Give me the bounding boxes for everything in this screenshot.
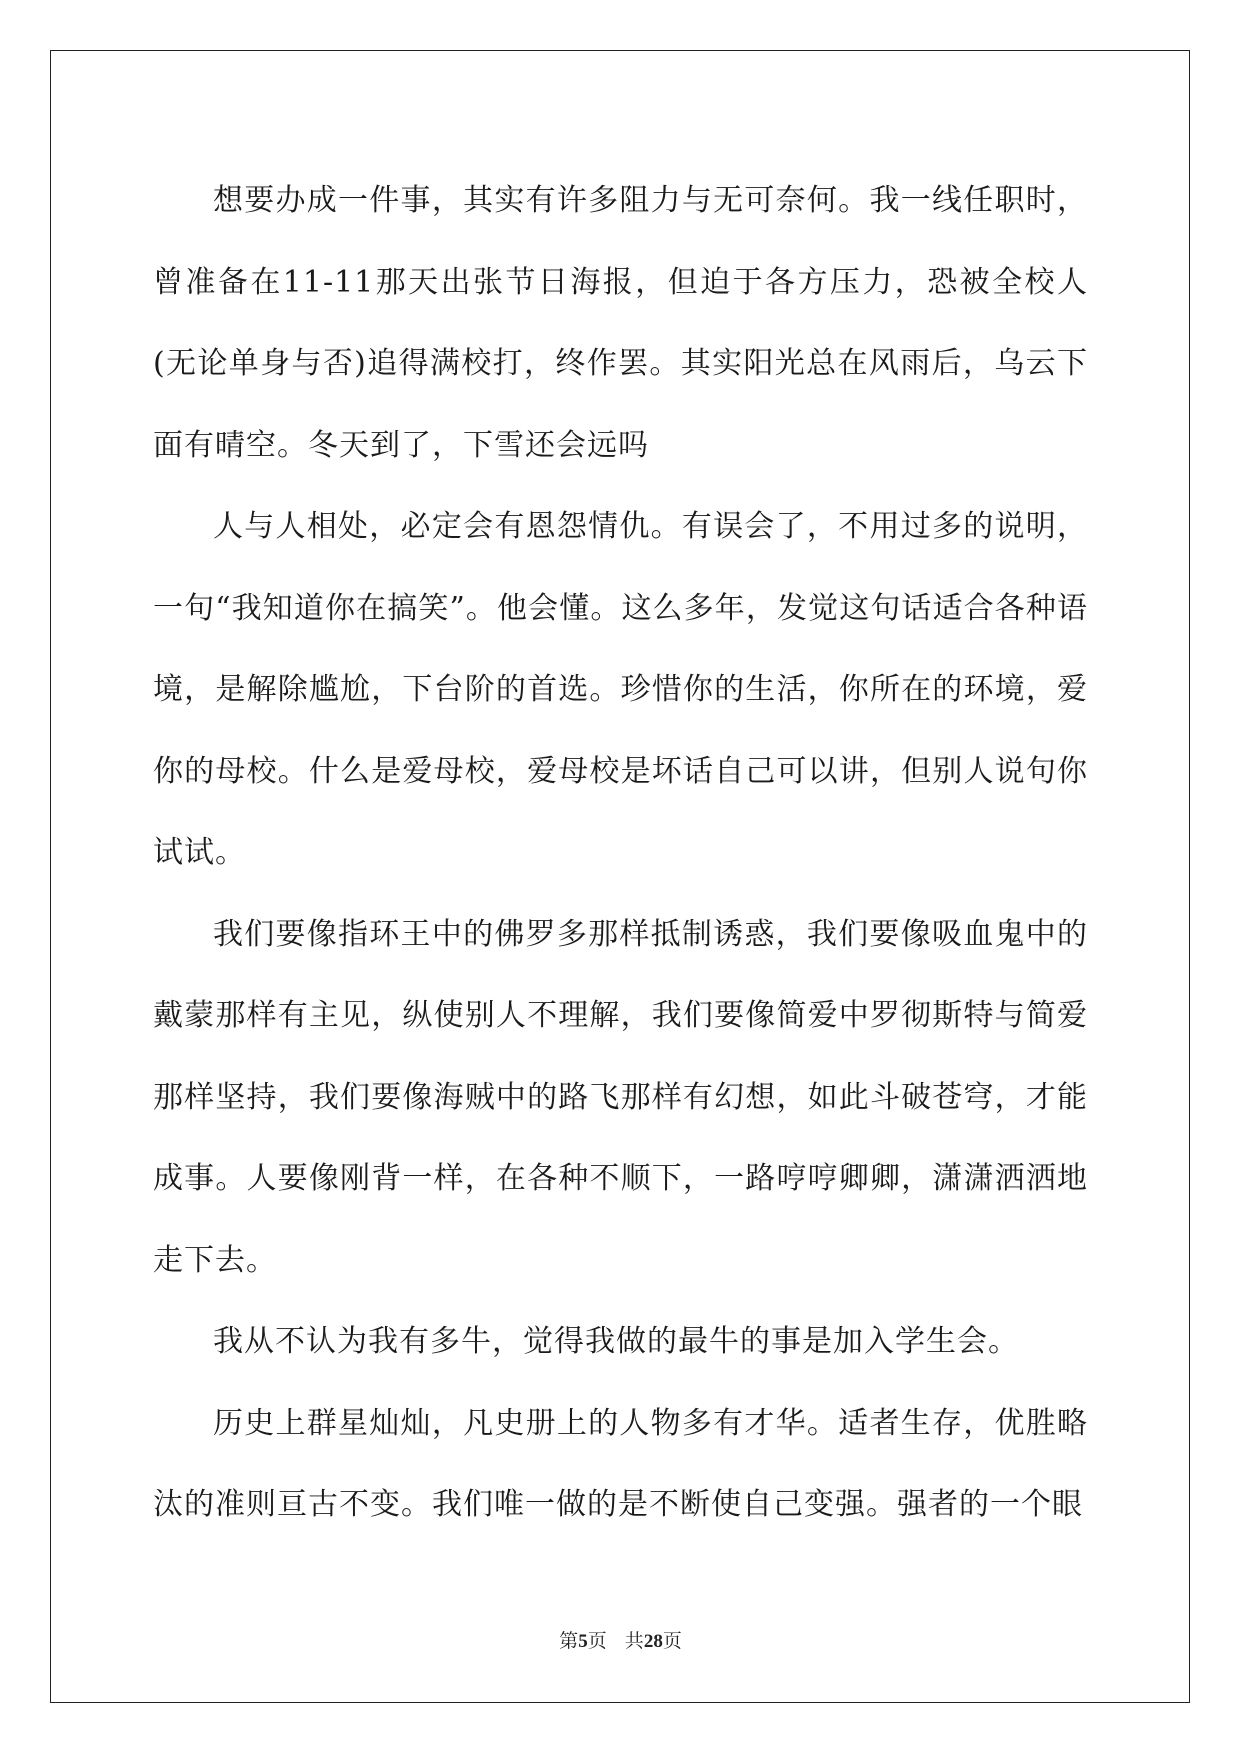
current-page-number: 5 [578,1631,588,1652]
paragraph-3: 我们要像指环王中的佛罗多那样抵制诱惑，我们要像吸血鬼中的戴蒙那样有主见，纵使别人不理解，我们要像简爱中罗彻斯特与简爱那样坚持，我们要像海贼中的路飞那样有幻想，如此斗破苍穹，才能成事。人要像刚背一样，在各种不顺下，一路哼哼卿卿，潇潇洒洒地走下去。 [153,916,1088,1278]
footer-suffix: 页 [662,1630,682,1652]
paragraph-4: 我从不认为我有多牛，觉得我做的最牛的事是加入学生会。 [213,1324,1019,1359]
paragraph-1: 想要办成一件事，其实有许多阻力与无可奈何。我一线任职时，曾准备在11-11那天出张节日海报，但迫于各方压力，恐被全校人(无论单身与否)追得满校打，终作罢。其实阳光总在风雨后，乌云下面有晴空。冬天到了，下雪还会远吗 [153,183,1088,463]
document-body [153,160,1088,1546]
paragraph-5: 历史上群星灿灿，凡史册上的人物多有才华。适者生存，优胜略汰的准则亘古不变。我们唯一做的是不断使自己变强。强者的一个眼 [153,1405,1088,1522]
page-footer [0,1626,1241,1653]
footer-prefix: 第 [559,1630,579,1652]
footer-mid: 页 共 [587,1630,644,1652]
total-page-number: 28 [643,1631,663,1652]
paragraph-2: 人与人相处，必定会有恩怨情仇。有误会了，不用过多的说明，一句“我知道你在搞笑”。他会懂。这么多年，发觉这句话适合各种语境，是解除尴尬，下台阶的首选。珍惜你的生活，你所在的环境，爱你的母校。什么是爱母校，爱母校是坏话自己可以讲，但别人说句你试试。 [153,509,1088,870]
